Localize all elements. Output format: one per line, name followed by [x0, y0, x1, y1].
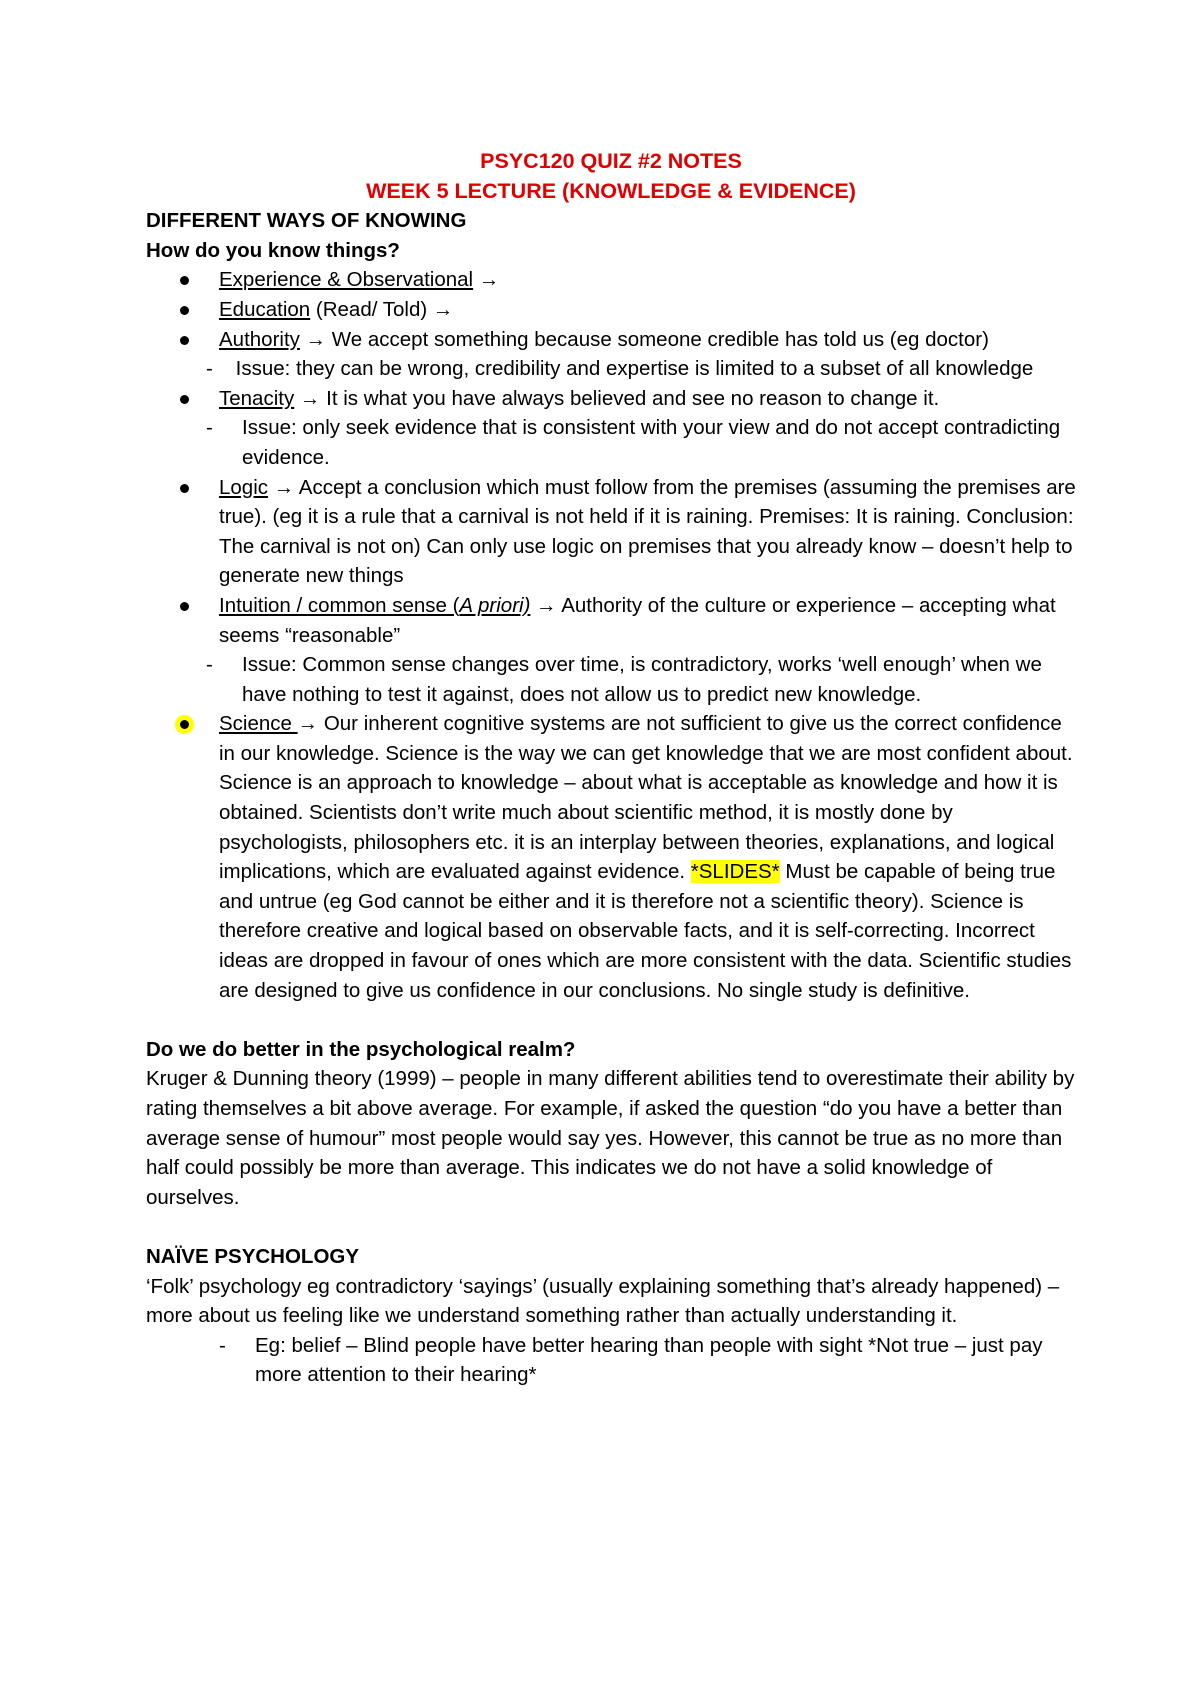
- intuition-issue-list: [206, 650, 1076, 709]
- list-item-education: [146, 295, 1076, 325]
- bullet-icon: [180, 602, 189, 611]
- list-item-logic: [146, 473, 1076, 591]
- term-intuition-italic: A priori): [459, 593, 531, 617]
- term-authority: Authority: [219, 327, 300, 351]
- tenacity-description: It is what you have always believed and see no reason to change it.: [320, 386, 940, 410]
- document-subtitle: WEEK 5 LECTURE (KNOWLEDGE & EVIDENCE): [366, 178, 856, 203]
- authority-issue: Issue: they can be wrong, credibility and expertise is limited to a subset of all knowledge: [235, 357, 1034, 381]
- spacer: [146, 1005, 1076, 1035]
- naive-example-list: [146, 1331, 1076, 1390]
- term-tenacity: Tenacity: [219, 386, 295, 410]
- bullet-icon: [180, 336, 189, 345]
- bullet-icon: [180, 306, 189, 315]
- list-item-tenacity-issue: [206, 413, 1076, 472]
- list-item-intuition: [146, 591, 1076, 709]
- science-description-1: Our inherent cognitive systems are not sufficient to give us the correct confidence in our knowledge. Science is the way we can get knowledge that we are most confident about. Science is an approach to knowledge – about what is acceptable as knowledge and how it is obtained. Scientists don’t write much about scientific method, it is mostly done by psychologists, philosophers etc. it is an interplay between theories, explanations, and logical implications, which are evaluated against evidence.: [219, 712, 1073, 884]
- dash-icon: -: [219, 1333, 226, 1357]
- ways-of-knowing-list-2: [146, 384, 1076, 1005]
- dash-icon: -: [206, 653, 213, 677]
- logic-description: Accept a conclusion which must follow from the premises (assuming the premises are true). (eg it is a rule that a carnival is not held if it is raining. Premises: It is raining. Conclusion: The carnival is not on) Can only use logic on premises that you already know – doesn’t help to generate new things: [219, 475, 1076, 588]
- section-heading-ways-of-knowing: DIFFERENT WAYS OF KNOWING: [146, 209, 467, 233]
- spacer: [146, 1212, 1076, 1242]
- dash-icon: -: [206, 357, 213, 381]
- bullet-icon-highlighted: [180, 720, 189, 729]
- section-subheading-how-know: How do you know things?: [146, 238, 400, 262]
- arrow-icon: →: [299, 386, 321, 410]
- term-intuition: [219, 594, 530, 617]
- section-heading-naive-psychology: NAÏVE PSYCHOLOGY: [146, 1244, 360, 1268]
- arrow-icon: →: [536, 593, 557, 617]
- arrow-icon: →: [478, 268, 500, 292]
- document-title: PSYC120 QUIZ #2 NOTES: [480, 149, 742, 173]
- arrow-icon: →: [297, 712, 319, 736]
- term-experience: Experience & Observational: [219, 268, 474, 292]
- bullet-icon: [180, 395, 189, 404]
- arrow-icon: →: [273, 475, 295, 499]
- list-item-tenacity: [146, 384, 1076, 473]
- education-detail: (Read/ Told): [310, 297, 433, 321]
- ways-of-knowing-list: [146, 265, 1076, 354]
- tenacity-issue: Issue: only seek evidence that is consistent with your view and do not accept contradicting evidence.: [242, 416, 1061, 469]
- kruger-dunning-paragraph: Kruger & Dunning theory (1999) – people in many different abilities tend to overestimate their ability by rating themselves a bit above average. For example, if asked the question “do you have a better than average sense of humour” most people would say yes. However, this cannot be true as no more than half could possibly be more than average. This indicates we do not have a solid knowledge of ourselves.: [146, 1067, 1075, 1209]
- authority-description: We accept something because someone credible has told us (eg doctor): [326, 327, 989, 351]
- arrow-icon: →: [305, 327, 327, 351]
- arrow-icon: →: [432, 297, 454, 321]
- list-item-intuition-issue: [206, 650, 1076, 709]
- list-item-science: [146, 709, 1076, 1005]
- slides-highlight: *SLIDES*: [690, 860, 780, 884]
- list-item-authority: [146, 325, 1076, 355]
- bullet-icon: [180, 276, 189, 285]
- science-description-2: Must be capable of being true and untrue (eg God cannot be either and it is therefore not a scientific theory). Science is therefore creative and logical based on observable facts, and it is self-correcting. Incorrect ideas are dropped in favour of ones which are more consistent with the data. Scientific studies are designed to give us confidence in our conclusions. No single study is definitive.: [219, 860, 1072, 1002]
- term-education: Education: [219, 297, 311, 321]
- list-item-authority-issue: [206, 354, 1076, 384]
- list-item-blind-example: [219, 1331, 1076, 1390]
- term-logic: Logic: [219, 475, 269, 499]
- blind-example: Eg: belief – Blind people have better hearing than people with sight *Not true – just pay more attention to their hearing*: [255, 1333, 1043, 1387]
- intuition-issue: Issue: Common sense changes over time, is contradictory, works ‘well enough’ when we have nothing to test it against, does not allow us to predict new knowledge.: [242, 653, 1042, 706]
- list-item-experience: [146, 265, 1076, 295]
- dash-icon: -: [206, 416, 213, 440]
- term-intuition-text: Intuition / common sense (: [219, 593, 460, 617]
- document-page: [146, 147, 1076, 1390]
- intuition-description: Authority of the culture or experience – accepting what seems “reasonable”: [219, 593, 1056, 647]
- section-heading-psychological-realm: Do we do better in the psychological realm?: [146, 1037, 576, 1061]
- authority-issue-list: [146, 354, 1076, 384]
- tenacity-issue-list: [206, 413, 1076, 472]
- bullet-icon: [180, 484, 189, 493]
- naive-psychology-paragraph: ‘Folk’ psychology eg contradictory ‘sayings’ (usually explaining something that’s already happened) – more about us feeling like we understand something rather than actually understanding it.: [146, 1274, 1060, 1328]
- term-science: Science: [219, 712, 298, 736]
